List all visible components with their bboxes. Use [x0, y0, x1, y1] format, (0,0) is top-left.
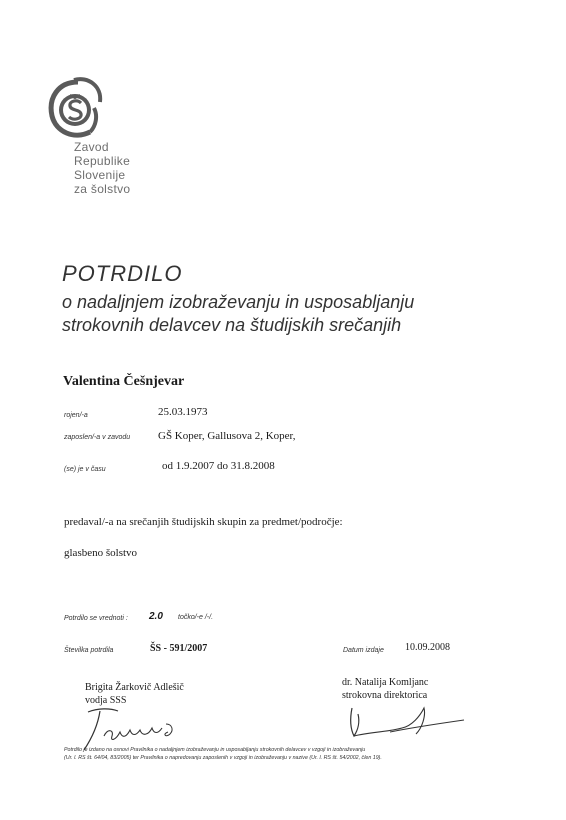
left-signatory-name: Brigita Žarkovič Adlešič	[85, 682, 184, 693]
employed-value: GŠ Koper, Gallusova 2, Koper,	[158, 430, 296, 442]
subject-value: glasbeno šolstvo	[64, 547, 138, 559]
document-subtitle-line1: o nadaljnjem izobraževanju in usposabljanju	[62, 292, 415, 312]
body-statement: predaval/-a na srečanjih študijskih skupin za predmet/področje:	[64, 516, 343, 528]
footnote-line: Potrdilo je izdano na osnovi Pravilnika o nadaljnjem izobraževanju in usposabljanju strokovnih delavcev v vzgoji in izobraževanju	[64, 747, 366, 753]
organization-name	[74, 140, 130, 196]
person-name: Valentina Češnjevar	[63, 374, 185, 389]
period-label: (se) je v času	[64, 466, 106, 473]
born-label: rojen/-a	[64, 412, 88, 419]
issue-date-value: 10.09.2008	[405, 642, 450, 653]
right-signatory-role: strokovna direktorica	[342, 690, 428, 701]
right-signature-icon	[340, 702, 470, 748]
org-line: Slovenije	[74, 168, 126, 182]
org-line: za šolstvo	[74, 182, 131, 196]
document-subtitle-line2: strokovnih delavcev na študijskih srečanjih	[62, 315, 402, 335]
legal-footnote	[64, 747, 382, 762]
org-line: Zavod	[74, 140, 109, 154]
employed-label: zaposlen/-a v zavodu	[64, 434, 131, 441]
issue-date-label: Datum izdaje	[343, 647, 384, 654]
points-unit: točko/-e /-/.	[178, 614, 214, 621]
reference-number-value: ŠS - 591/2007	[150, 643, 208, 654]
zrss-logo-icon	[44, 74, 108, 144]
period-value: od 1.9.2007 do 31.8.2008	[162, 460, 275, 472]
org-line: Republike	[74, 154, 131, 168]
points-value: 2.0	[149, 611, 163, 622]
document-title: POTRDILO	[62, 261, 183, 286]
footnote-line: (Ur. l. RS št. 64/04, 83/2005) ter Pravilnika o napredovanju zaposlenih v vzgoji in izobraževanju v nazive (Ur. l. RS št. 54/2002, člen 19).	[64, 754, 382, 761]
right-signatory-name: dr. Natalija Komljanc	[342, 677, 429, 688]
born-value: 25.03.1973	[158, 406, 208, 418]
reference-number-label: Številka potrdila	[64, 647, 114, 654]
left-signatory-role: vodja SSS	[85, 695, 127, 706]
points-label: Potrdilo se vrednoti :	[64, 615, 128, 622]
